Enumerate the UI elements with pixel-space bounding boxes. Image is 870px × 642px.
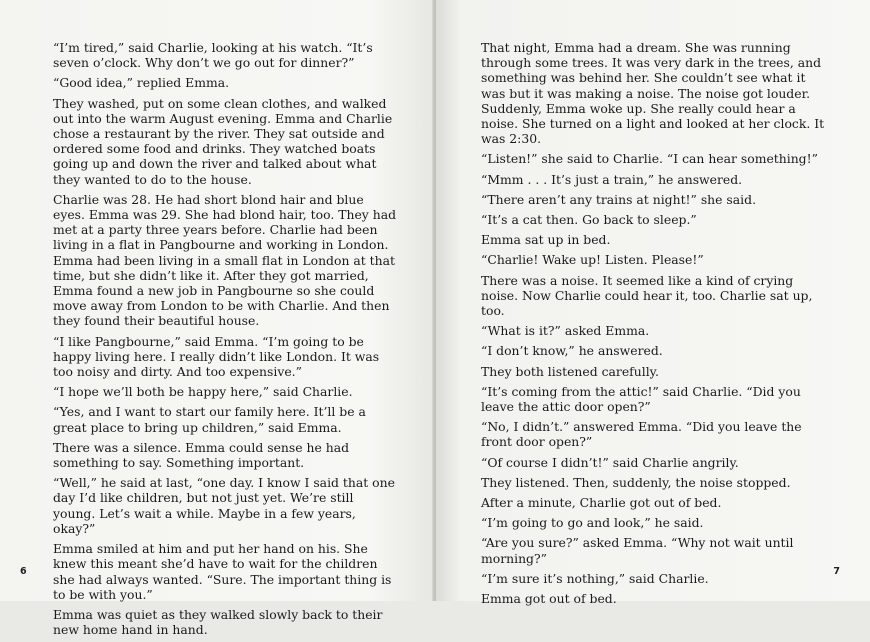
paragraph: “Yes, and I want to start our family here. It’ll be a great place to bring up children,” said Emma.	[53, 404, 366, 435]
paragraph: “I hope we’ll both be happy here,” said Charlie.	[53, 384, 353, 400]
page-number: 7	[833, 566, 840, 577]
paragraph: There was a silence. Emma could sense he had something to say. Something important.	[53, 439, 350, 471]
paragraph: “I’m tired,” said Charlie, looking at his watch. “It’s seven o’clock. Why don’t we go out for dinner?”	[53, 40, 373, 71]
paragraph: They both listened carefully.	[481, 363, 659, 379]
paragraph: “There aren’t any trains at night!” she said.	[481, 191, 757, 207]
paragraph: “Of course I didn’t!” said Charlie angrily.	[481, 454, 739, 470]
paragraph: “I’m going to go and look,” he said.	[481, 515, 704, 531]
paragraph: “Mmm . . . It’s just a train,” he answered.	[481, 171, 743, 187]
paragraph: “It’s a cat then. Go back to sleep.”	[481, 212, 697, 228]
paragraph: There was a noise. It seemed like a kind of crying noise. Now Charlie could hear it, too. Charlie sat up, too.	[481, 272, 813, 319]
paragraph: Emma sat up in bed.	[481, 232, 611, 248]
paragraph: “I’m sure it’s nothing,” said Charlie.	[481, 570, 709, 586]
paragraph: “I like Pangbourne,” said Emma. “I’m going to be happy living here. I really didn’t like London. It was too noisy and dirty. And too expensive.”	[53, 333, 380, 380]
paragraph: “Good idea,” replied Emma.	[53, 75, 230, 91]
paragraph: “What is it?” asked Emma.	[481, 323, 650, 339]
paragraph: “Listen!” she said to Charlie. “I can hear something!”	[481, 151, 818, 167]
paragraph: “I don’t know,” he answered.	[481, 343, 663, 359]
left-page	[0, 0, 434, 638]
paragraph: “No, I didn’t.” answered Emma. “Did you leave the front door open?”	[481, 419, 802, 450]
paragraph: “Are you sure?” asked Emma. “Why not wait until morning?”	[481, 535, 794, 566]
paragraph: They listened. Then, suddenly, the noise stopped.	[481, 474, 791, 490]
left-page-text	[53, 40, 397, 642]
right-page	[436, 0, 870, 607]
paragraph: After a minute, Charlie got out of bed.	[481, 495, 722, 511]
paragraph: “It’s coming from the attic!” said Charlie. “Did you leave the attic door open?”	[481, 383, 801, 415]
paragraph: Emma got out of bed.	[481, 591, 617, 607]
paragraph: Emma was quiet as they walked slowly back to their new home hand in hand.	[53, 606, 383, 638]
paragraph: They washed, put on some clean clothes, and walked out into the warm August evening. Emma and Charlie chose a restaurant by the river. They sat outside and ordered some food and drinks. They watched boats going up and down the river and talked about what they wanted to do to the house.	[53, 95, 393, 187]
paragraph: That night, Emma had a dream. She was running through some trees. It was very dark in the trees, and something was behind her. She couldn’t see what it was but it was making a noise. The noise got louder. Suddenly, Emma woke up. She really could hear a noise. She turned on a light and looked at her clock. It was 2:30.	[481, 40, 825, 147]
paragraph: Emma smiled at him and put her hand on his. She knew this meant she’d have to wait for the children she had always wanted. “Sure. The important thing is to be with you.”	[53, 541, 392, 602]
page-number: 6	[20, 566, 27, 577]
paragraph: Charlie was 28. He had short blond hair and blue eyes. Emma was 29. She had blond hair, too. They had met at a party three years before. Charlie had been living in a flat in Pangbourne and working in London. Emma had been living in a small flat in London at that time, but she didn’t like it. After they got married, Emma found a new job in Pangbourne so she could move away from London to be with Charlie. And then they found their beautiful house.	[53, 191, 397, 329]
right-page-text	[481, 40, 827, 611]
paragraph: “Well,” he said at last, “one day. I know I said that one day I’d like children, but not just yet. We’re still young. Let’s wait a while. Maybe in a few years, okay?”	[53, 475, 395, 536]
paragraph: “Charlie! Wake up! Listen. Please!”	[481, 252, 704, 268]
